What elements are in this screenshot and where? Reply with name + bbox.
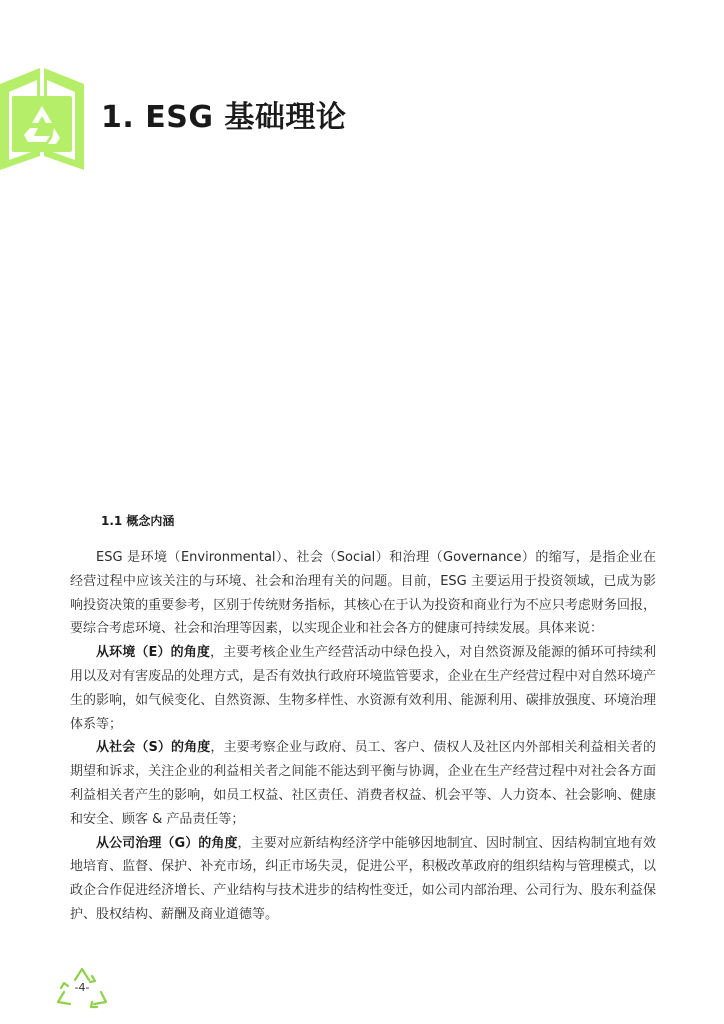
- paragraph-environment: [70, 641, 656, 736]
- paragraph-intro: ESG 是环境（Environmental）、社会（Social）和治理（Governance）的缩写，是指企业在经营过程中应该关注的与环境、社会和治理有关的问题。目前，ESG 主要运用于投资领域，已成为影响投资决策的重要参考，区别于传统财务指标，其核心在于认为投资和商业行为不应只考虑财务回报，要综合考虑环境、社会和治理等因素，以实现企业和社会各方的健康可持续发展。具体来说：: [70, 550, 656, 637]
- paragraph-social-text: ，主要考察企业与政府、员工、客户、债权人及社区内外部相关利益相关者的期望和诉求，关注企业的利益相关者之间能不能达到平衡与协调，企业在生产经营过程中对社会各方面利益相关者产生的影响，如员工权益、社区责任、消费者权益、机会平等、人力资本、社会影响、健康和安全、顾客 & 产品责任等；: [70, 740, 656, 827]
- paragraph-governance: [70, 832, 656, 927]
- paragraph-environment-lead: 从环境（E）的角度: [96, 645, 210, 661]
- paragraph-governance-lead: 从公司治理（G）的角度: [96, 835, 238, 851]
- paragraph-environment-text: ，主要考核企业生产经营活动中绿色投入，对自然资源及能源的循环可持续利用以及对有害废品的处理方式，是否有效执行政府环境监管要求，企业在生产经营过程中对自然环境产生的影响，如气候变化、自然资源、生物多样性、水资源有效利用、能源利用、碳排放强度、环境治理体系等；: [70, 645, 656, 732]
- page-number: -4-: [74, 981, 90, 994]
- body-text: [70, 546, 656, 927]
- paragraph-social-lead: 从社会（S）的角度: [96, 740, 211, 756]
- recycle-book-icon: [0, 68, 84, 170]
- chapter-title: 1. ESG 基础理论: [101, 100, 347, 135]
- section-heading: 1.1 概念内涵: [101, 514, 175, 528]
- paragraph-governance-text: ，主要对应新结构经济学中能够因地制宜、因时制宜、因结构制宜地有效地培育、监督、保护、补充市场，纠正市场失灵，促进公平，积极改革政府的组织结构与管理模式，以政企合作促进经济增长、产业结构与技术进步的结构性变迁，如公司内部治理、公司行为、股东利益保护、股权结构、薪酬及商业道德等。: [70, 835, 656, 922]
- paragraph-social: [70, 736, 656, 831]
